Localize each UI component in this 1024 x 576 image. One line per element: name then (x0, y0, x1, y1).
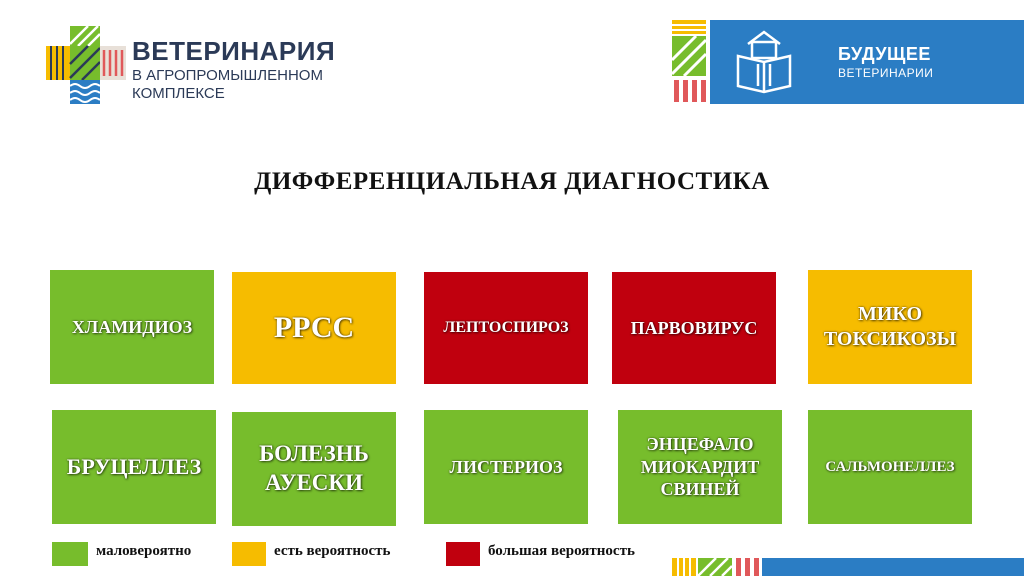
logo-veterinary-agro (44, 24, 334, 106)
footer-blue-bar (762, 558, 1024, 576)
legend-label-possible: есть вероятность (274, 543, 391, 559)
diagnosis-label: ЛЕПТОСПИРОЗ (443, 319, 569, 336)
diagnosis-label: САЛЬМОНЕЛЛЕЗ (825, 458, 955, 475)
diagnosis-label: БОЛЕЗНЬ АУЕСКИ (259, 441, 369, 495)
diagnosis-box-parvovirus (612, 272, 776, 384)
legend-label-high: большая вероятность (488, 543, 635, 559)
stripes-emblem-icon (672, 20, 710, 104)
brand-line-1: БУДУЩЕЕ (838, 44, 931, 64)
legend-label-low: маловероятно (96, 543, 192, 559)
diagnosis-label: МИКО ТОКСИКОЗЫ (823, 303, 957, 350)
diagnosis-box-chlamydiosis (50, 270, 214, 384)
diagnosis-box-aujeszky (232, 412, 396, 526)
diagnosis-box-listeriosis (424, 410, 588, 524)
diagnosis-label: ЭНЦЕФАЛО МИОКАРДИТ СВИНЕЙ (640, 434, 760, 500)
logo-subtitle-line: В АГРОПРОМЫШЛЕННОМ (132, 67, 323, 84)
brand-blue-panel (710, 20, 1024, 104)
legend-swatch-green (52, 542, 88, 566)
diagnosis-box-prrs (232, 272, 396, 384)
diagnosis-label: РРСС (273, 311, 355, 345)
logo-future-veterinary (672, 20, 1024, 104)
brand-line-2: ВЕТЕРИНАРИИ (838, 66, 934, 80)
building-book-icon (734, 30, 794, 94)
diagnosis-label: ХЛАМИДИОЗ (71, 316, 193, 337)
legend-swatch-red (446, 542, 480, 566)
legend-swatch-yellow (232, 542, 266, 566)
diagnosis-box-mycotoxicoses (808, 270, 972, 384)
diagnosis-label: ЛИСТЕРИОЗ (449, 456, 563, 477)
diagnosis-box-leptospirosis (424, 272, 588, 384)
diagnosis-box-emc (618, 410, 782, 524)
diagnosis-box-salmonellosis (808, 410, 972, 524)
logo-title: ВЕТЕРИНАРИЯ (132, 36, 336, 66)
footer-stripes-decoration (672, 558, 762, 576)
cross-emblem-icon (44, 24, 128, 106)
diagnosis-label: БРУЦЕЛЛЕЗ (66, 454, 202, 480)
logo-subtitle-line: КОМПЛЕКСЕ (132, 85, 225, 102)
diagnosis-label: ПАРВОВИРУС (630, 317, 758, 338)
page-title: ДИФФЕРЕНЦИАЛЬНАЯ ДИАГНОСТИКА (254, 168, 770, 195)
diagnosis-box-brucellosis (52, 410, 216, 524)
